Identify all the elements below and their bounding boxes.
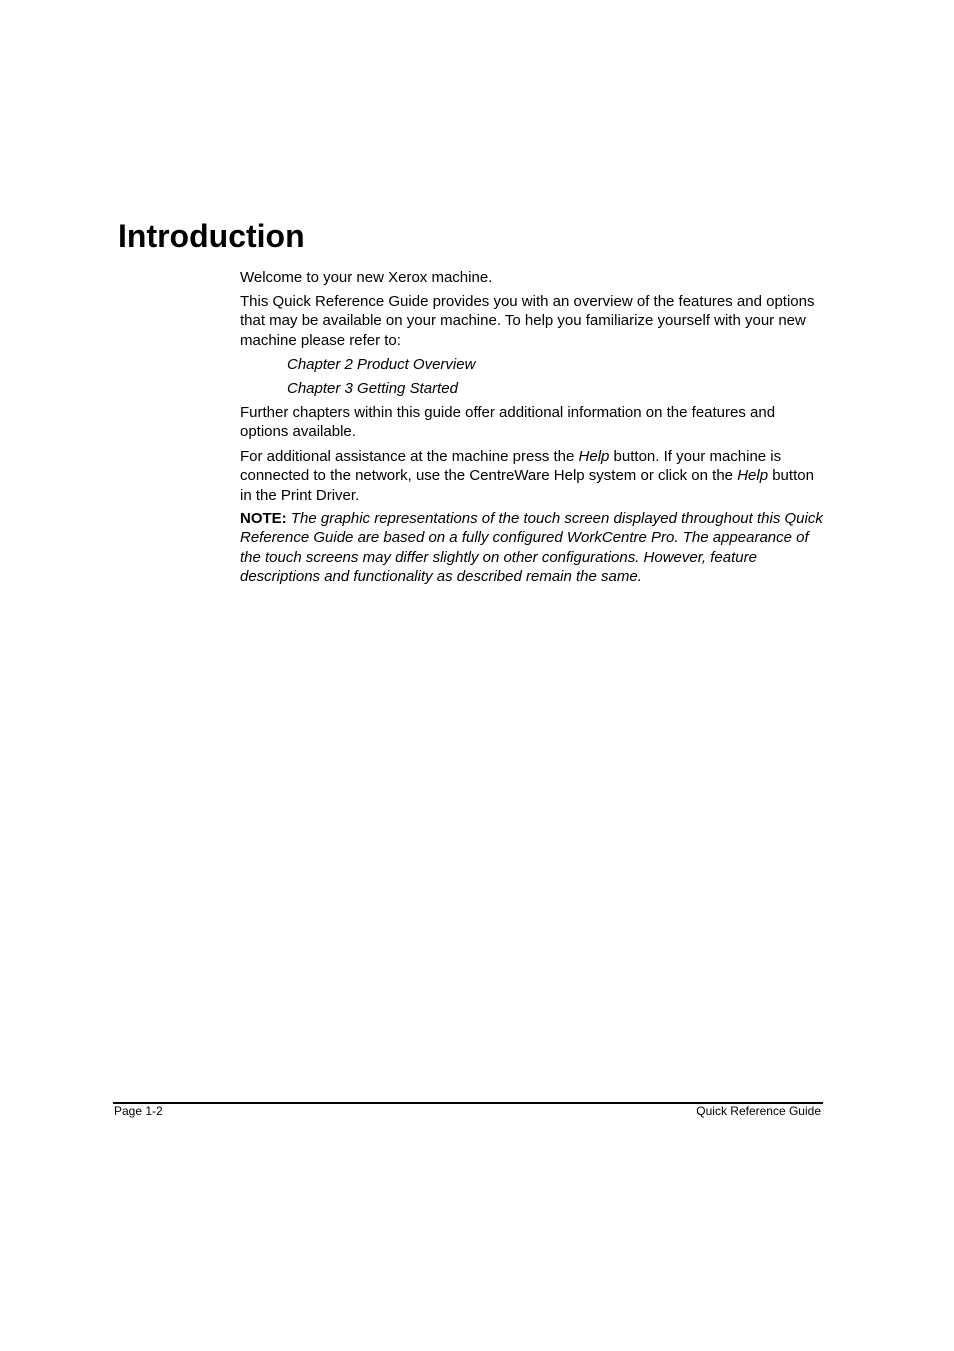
further-text: Further chapters within this guide offer additional information on the features and options available. bbox=[240, 404, 776, 441]
help-button-reference: Help bbox=[737, 467, 769, 485]
note-text-block bbox=[240, 509, 824, 586]
further-paragraph bbox=[240, 403, 824, 442]
chapter-reference: Chapter 2 Product Overview bbox=[287, 356, 476, 373]
help-paragraph bbox=[240, 447, 824, 505]
intro-text: This Quick Reference Guide provides you with an overview of the features and options that may be available on your machine. To help you familiarize yourself with your new machine please refer to: bbox=[240, 293, 815, 349]
welcome-paragraph bbox=[240, 268, 824, 287]
footer-guide-title: Quick Reference Guide bbox=[696, 1104, 821, 1118]
note-text: The graphic representations of the touch screen displayed throughout this Quick Reference Guide are based on a fully configured WorkCentre Pro. The appearance of the touch screens may differ slightly on other configurations. However, feature descriptions and functionality as described remain the same. bbox=[240, 510, 823, 585]
help-text-part: button in the Print Driver. bbox=[240, 467, 814, 504]
help-text-part: For additional assistance at the machine press the bbox=[240, 448, 579, 465]
note-paragraph bbox=[240, 509, 824, 586]
help-button-reference: Help bbox=[578, 448, 610, 465]
note-label: NOTE: bbox=[240, 510, 287, 527]
footer-page-number: Page 1-2 bbox=[114, 1104, 163, 1118]
chapter-reference: Chapter 3 Getting Started bbox=[287, 380, 458, 397]
page-title: Introduction bbox=[118, 218, 305, 254]
welcome-text: Welcome to your new Xerox machine. bbox=[240, 269, 493, 286]
intro-paragraph bbox=[240, 292, 824, 350]
help-text bbox=[240, 447, 824, 505]
help-text-part: button. If your machine is connected to the network, use the CentreWare Help system or click on the bbox=[240, 448, 782, 485]
